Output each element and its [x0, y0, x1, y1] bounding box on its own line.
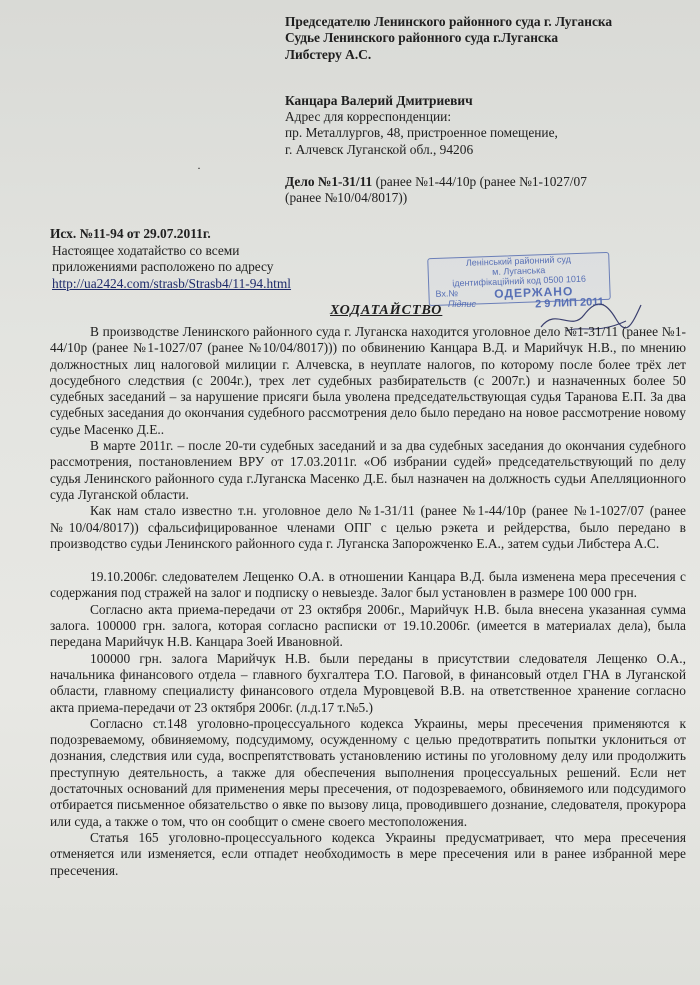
paragraph-3: Как нам стало известно т.н. уголовное дело №1-31/11 (ранее №1-44/10р (ранее №1-1027/07 (ранее №10/04/8017)) сфальсифицированное членами ОПГ с целью рэкета и рейдерства, было передано в производство судьи Ленинского районного суда г. Луганска Запорожченко Е.А., затем судьи Либстера А.С. [50, 503, 686, 551]
case-number-line-1: Дело №1-31/11 (ранее №1-44/10р (ранее №1-1027/07 [285, 174, 587, 190]
stamp-sign-label: Підпис [448, 299, 476, 309]
paragraph-6: 100000 грн. залога Марийчук Н.В. были переданы в присутствии следователя Лещенко О.А., начальника финансового отдела – главного бухгалтера Т.О. Паговой, в финансовый отдел ГНА в Луганской области, главному специалисту финансового отдела Муровцевой В.В. на ответственное хранение согласно акта приема-передачи от 23 октября 2006г. (л.д.17 т.№5.) [50, 650, 686, 715]
address-label: Адрес для корреспонденции: [285, 109, 452, 125]
paragraph-1: В производстве Ленинского районного суда г. Луганска находится уголовное дело №1-31/11 (ранее №1-44/10р (ранее №1-1027/07 (ранее №10/04/8017))) по обвинению Канцара В.Д. и Марийчук Н.В., по мнению должностных лиц налоговой милиции г. Алчевска, в неуплате налогов, по которому после более трёх лет досудебного следствия (с 2004г.), трех лет судебных разбирательств (с 2007г.) и назначенных более 50 судебных заседаний – за нарушение присяги была уволена председательствующая судья Таранова Е.П. За два судебных заседания до окончания судебного рассмотрения дело было передано на новое рассмотрение новому судье Масенко Д.Е.. [50, 324, 686, 437]
paragraph-8: Статья 165 уголовно-процессуального кодекса Украины предусматривает, что мера пресечения отменяется или изменяется, если отпадет необходимость в мере пресечения или в ранее избранной мере пресечения. [50, 829, 686, 878]
stamp-court-name: Ленінський районний суд [465, 254, 572, 268]
document-body [50, 324, 686, 879]
stamp-in-label: Вх.№ [435, 288, 459, 299]
outgoing-number: Исх. №11-94 от 29.07.2011г. [50, 226, 211, 241]
paragraph-4: 19.10.2006г. следователем Лещенко О.А. в отношении Канцара В.Д. была изменена мера пресечения с содержания под стражей на залог и подписку о невыезде. Залог был установлен в размере 100 000 грн. [50, 569, 686, 601]
online-note-line-2: приложениями расположено по адресу [52, 259, 274, 275]
sender-name: Канцара Валерий Дмитриевич [285, 92, 473, 108]
stamp-code: ідентифікаційний код 0500 1016 [452, 273, 587, 289]
paragraph-2: В марте 2011г. – после 20-ти судебных заседаний и за два судебных заседания до окончания судебного рассмотрения, постановлением ВРУ от 17.03.2011г. «Об избрании судей» председательствующий по делу судья Ленинского районного суда г.Луганска Масенко Д.Е. был назначен на должность судьи Апелляционного суда Луганской области. [50, 438, 686, 502]
paragraph-5: Согласно акта приема-передачи от 23 октября 2006г., Марийчук Н.В. была внесена указанная сумма залога. 100000 грн. залога, которая согласно расписки от 19.10.2006г. (имеется в материалах дела), была передана Марийчук Н.В. Канцара Зоей Ивановной. [50, 601, 686, 650]
document-title: ХОДАТАЙСТВО [330, 303, 443, 318]
addressee-line-2: Судье Ленинского районного суда г.Луганска [285, 30, 559, 46]
document-url-link[interactable]: http://ua2424.com/strasb/Strasb4/11-94.html [52, 275, 292, 291]
address-line-2: г. Алчевск Луганской обл., 94206 [285, 141, 474, 157]
stray-mark: · [197, 161, 201, 175]
online-note [52, 243, 332, 292]
header-block [285, 14, 685, 207]
address-line-1: пр. Металлургов, 48, пристроенное помещение, [285, 125, 558, 141]
addressee-line-3: Либстеру А.С. [285, 46, 372, 62]
online-note-line-1: Настоящее ходатайство со всеми [52, 243, 240, 258]
case-number-line-2: (ранее №10/04/8017)) [285, 190, 408, 206]
stamp-received: ОДЕРЖАНО [493, 284, 574, 301]
stamp-date: 2 9 ЛИП 2011 [534, 296, 605, 311]
addressee-line-1: Председателю Ленинского районного суда г. Луганска [285, 14, 613, 29]
paragraph-7: Согласно ст.148 уголовно-процессуального кодекса Украины, меры пресечения применяются к подозреваемому, обвиняемому, подсудимому, осужденному с целью предотвратить попытки уклониться от дознания, следствия или суда, воспрепятствовать установлению истины по уголовному делу или продолжить преступную деятельность, а также для обеспечения выполнения процессуальных решений. Если нет достаточных оснований для применения меры пресечения, от подозреваемого, обвиняемого или подсудимого отбирается письменное обязательство о явке по вызову лица, проводившего дознание, следователя, прокурора или суда, а также о том, что он сообщит о смене своего местоположения. [50, 715, 686, 829]
stamp-city: м. Луганська [492, 265, 546, 277]
